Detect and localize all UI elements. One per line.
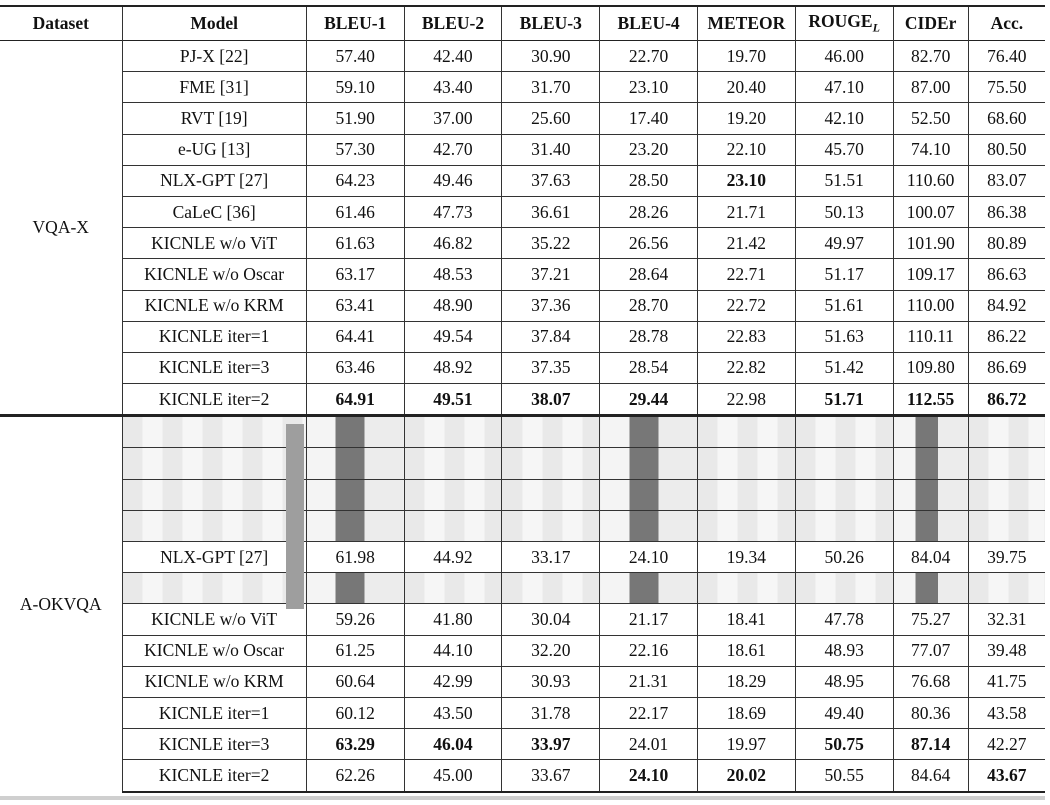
- value-cell: 39.75: [968, 542, 1045, 573]
- value-cell: 57.30: [306, 134, 404, 165]
- value-cell: 47.10: [795, 72, 893, 103]
- value-cell: 60.12: [306, 697, 404, 728]
- value-cell: 42.70: [404, 134, 502, 165]
- value-cell: 22.17: [600, 697, 698, 728]
- value-cell: 48.53: [404, 259, 502, 290]
- value-cell: 22.70: [600, 41, 698, 72]
- redacted-row: [0, 479, 1045, 510]
- value-cell: 61.63: [306, 228, 404, 259]
- redacted-cell: [893, 573, 968, 604]
- model-cell: KICNLE iter=2: [122, 384, 306, 416]
- value-cell: 28.54: [600, 352, 698, 383]
- redacted-cell: [893, 510, 968, 541]
- value-cell: 110.60: [893, 165, 968, 196]
- redacted-row: [0, 573, 1045, 604]
- header-bleu1: BLEU-1: [306, 6, 404, 41]
- table-row: [0, 165, 1045, 196]
- redacted-cell: [502, 479, 600, 510]
- table-row: [0, 290, 1045, 321]
- redacted-cell: [122, 510, 306, 541]
- model-cell: KICNLE iter=2: [122, 760, 306, 792]
- table-row: [0, 604, 1045, 635]
- table-row: [0, 321, 1045, 352]
- value-cell: 51.42: [795, 352, 893, 383]
- value-cell: 61.46: [306, 196, 404, 227]
- model-cell: KICNLE iter=1: [122, 697, 306, 728]
- value-cell: 35.22: [502, 228, 600, 259]
- value-cell: 21.42: [697, 228, 795, 259]
- model-cell: KICNLE w/o ViT: [122, 604, 306, 635]
- value-cell: 64.23: [306, 165, 404, 196]
- value-cell: 31.70: [502, 72, 600, 103]
- model-cell: KICNLE iter=3: [122, 729, 306, 760]
- table-row: [0, 72, 1045, 103]
- redacted-cell: [697, 510, 795, 541]
- value-cell: 19.70: [697, 41, 795, 72]
- redacted-row: [0, 448, 1045, 479]
- model-cell: CaLeC [36]: [122, 196, 306, 227]
- value-cell: 41.75: [968, 666, 1045, 697]
- table-row: [0, 196, 1045, 227]
- redacted-cell: [122, 416, 306, 448]
- redacted-cell: [968, 448, 1045, 479]
- header-bleu3: BLEU-3: [502, 6, 600, 41]
- value-cell: 48.95: [795, 666, 893, 697]
- value-cell: 25.60: [502, 103, 600, 134]
- value-cell: 51.71: [795, 384, 893, 416]
- header-meteor: METEOR: [697, 6, 795, 41]
- table-row: [0, 635, 1045, 666]
- value-cell: 44.92: [404, 542, 502, 573]
- value-cell: 80.50: [968, 134, 1045, 165]
- redacted-cell: [968, 510, 1045, 541]
- value-cell: 47.73: [404, 196, 502, 227]
- redacted-cell: [122, 448, 306, 479]
- vqax-group: [0, 41, 1045, 416]
- value-cell: 75.50: [968, 72, 1045, 103]
- header-bleu2: BLEU-2: [404, 6, 502, 41]
- value-cell: 109.17: [893, 259, 968, 290]
- value-cell: 86.69: [968, 352, 1045, 383]
- value-cell: 41.80: [404, 604, 502, 635]
- value-cell: 24.01: [600, 729, 698, 760]
- redacted-cell: [404, 510, 502, 541]
- value-cell: 43.58: [968, 697, 1045, 728]
- value-cell: 48.92: [404, 352, 502, 383]
- value-cell: 26.56: [600, 228, 698, 259]
- value-cell: 50.13: [795, 196, 893, 227]
- value-cell: 87.00: [893, 72, 968, 103]
- value-cell: 49.51: [404, 384, 502, 416]
- value-cell: 46.04: [404, 729, 502, 760]
- redaction-bar: [286, 424, 304, 609]
- redacted-cell: [795, 510, 893, 541]
- redacted-cell: [795, 416, 893, 448]
- value-cell: 22.10: [697, 134, 795, 165]
- value-cell: 17.40: [600, 103, 698, 134]
- header-cider: CIDEr: [893, 6, 968, 41]
- model-cell: FME [31]: [122, 72, 306, 103]
- value-cell: 63.41: [306, 290, 404, 321]
- redacted-cell: [600, 510, 698, 541]
- value-cell: 59.10: [306, 72, 404, 103]
- value-cell: 43.67: [968, 760, 1045, 792]
- redacted-cell: [306, 573, 404, 604]
- redacted-cell: [600, 479, 698, 510]
- value-cell: 28.50: [600, 165, 698, 196]
- redacted-cell: [893, 416, 968, 448]
- value-cell: 42.40: [404, 41, 502, 72]
- model-cell: KICNLE w/o Oscar: [122, 635, 306, 666]
- table-row: [0, 697, 1045, 728]
- header-bleu4: BLEU-4: [600, 6, 698, 41]
- value-cell: 43.50: [404, 697, 502, 728]
- redacted-row: [0, 510, 1045, 541]
- value-cell: 42.99: [404, 666, 502, 697]
- value-cell: 50.55: [795, 760, 893, 792]
- value-cell: 19.34: [697, 542, 795, 573]
- header-dataset: Dataset: [0, 6, 122, 41]
- value-cell: 86.72: [968, 384, 1045, 416]
- value-cell: 36.61: [502, 196, 600, 227]
- header-rouge-text: ROUGE: [808, 11, 873, 32]
- value-cell: 19.97: [697, 729, 795, 760]
- value-cell: 19.20: [697, 103, 795, 134]
- header-row: [0, 6, 1045, 41]
- table-row: [0, 384, 1045, 416]
- value-cell: 63.29: [306, 729, 404, 760]
- value-cell: 38.07: [502, 384, 600, 416]
- value-cell: 18.61: [697, 635, 795, 666]
- value-cell: 83.07: [968, 165, 1045, 196]
- model-cell: KICNLE w/o KRM: [122, 290, 306, 321]
- model-cell: KICNLE iter=1: [122, 321, 306, 352]
- redacted-cell: [600, 448, 698, 479]
- value-cell: 84.64: [893, 760, 968, 792]
- redacted-cell: [502, 416, 600, 448]
- redacted-cell: [122, 573, 306, 604]
- value-cell: 51.17: [795, 259, 893, 290]
- value-cell: 112.55: [893, 384, 968, 416]
- redacted-cell: [502, 573, 600, 604]
- value-cell: 64.41: [306, 321, 404, 352]
- table-row: [0, 259, 1045, 290]
- value-cell: 52.50: [893, 103, 968, 134]
- value-cell: 22.98: [697, 384, 795, 416]
- value-cell: 86.38: [968, 196, 1045, 227]
- redacted-cell: [795, 479, 893, 510]
- value-cell: 39.48: [968, 635, 1045, 666]
- value-cell: 49.46: [404, 165, 502, 196]
- header-model: Model: [122, 6, 306, 41]
- value-cell: 21.31: [600, 666, 698, 697]
- redacted-cell: [697, 448, 795, 479]
- value-cell: 80.89: [968, 228, 1045, 259]
- value-cell: 33.67: [502, 760, 600, 792]
- redacted-cell: [968, 573, 1045, 604]
- value-cell: 37.35: [502, 352, 600, 383]
- redacted-cell: [968, 479, 1045, 510]
- value-cell: 86.22: [968, 321, 1045, 352]
- value-cell: 86.63: [968, 259, 1045, 290]
- value-cell: 42.10: [795, 103, 893, 134]
- value-cell: 51.63: [795, 321, 893, 352]
- model-cell: KICNLE w/o Oscar: [122, 259, 306, 290]
- value-cell: 23.10: [600, 72, 698, 103]
- value-cell: 37.84: [502, 321, 600, 352]
- redacted-cell: [404, 448, 502, 479]
- value-cell: 44.10: [404, 635, 502, 666]
- redacted-cell: [306, 448, 404, 479]
- header-acc: Acc.: [990, 13, 1024, 33]
- redacted-cell: [306, 416, 404, 448]
- redacted-cell: [502, 448, 600, 479]
- redacted-cell: [968, 416, 1045, 448]
- table-row: [0, 228, 1045, 259]
- value-cell: 45.00: [404, 760, 502, 792]
- value-cell: 37.63: [502, 165, 600, 196]
- value-cell: 68.60: [968, 103, 1045, 134]
- value-cell: 37.00: [404, 103, 502, 134]
- model-cell: RVT [19]: [122, 103, 306, 134]
- value-cell: 80.36: [893, 697, 968, 728]
- aokvqa-group: [0, 416, 1045, 792]
- value-cell: 59.26: [306, 604, 404, 635]
- value-cell: 32.20: [502, 635, 600, 666]
- value-cell: 30.04: [502, 604, 600, 635]
- value-cell: 18.69: [697, 697, 795, 728]
- value-cell: 22.82: [697, 352, 795, 383]
- value-cell: 49.97: [795, 228, 893, 259]
- redacted-cell: [306, 510, 404, 541]
- redacted-cell: [893, 448, 968, 479]
- value-cell: 77.07: [893, 635, 968, 666]
- value-cell: 24.10: [600, 760, 698, 792]
- value-cell: 74.10: [893, 134, 968, 165]
- redacted-row: [0, 416, 1045, 448]
- redacted-cell: [502, 510, 600, 541]
- value-cell: 84.04: [893, 542, 968, 573]
- value-cell: 37.36: [502, 290, 600, 321]
- value-cell: 48.90: [404, 290, 502, 321]
- value-cell: 29.44: [600, 384, 698, 416]
- value-cell: 51.51: [795, 165, 893, 196]
- redacted-cell: [795, 448, 893, 479]
- value-cell: 61.98: [306, 542, 404, 573]
- value-cell: 24.10: [600, 542, 698, 573]
- table-row: [0, 542, 1045, 573]
- value-cell: 57.40: [306, 41, 404, 72]
- value-cell: 23.10: [697, 165, 795, 196]
- value-cell: 50.26: [795, 542, 893, 573]
- results-table: [0, 5, 1045, 793]
- value-cell: 32.31: [968, 604, 1045, 635]
- redacted-cell: [122, 479, 306, 510]
- value-cell: 48.93: [795, 635, 893, 666]
- dataset-cell: VQA-X: [0, 41, 122, 416]
- value-cell: 51.61: [795, 290, 893, 321]
- value-cell: 31.40: [502, 134, 600, 165]
- value-cell: 21.71: [697, 196, 795, 227]
- value-cell: 101.90: [893, 228, 968, 259]
- value-cell: 110.00: [893, 290, 968, 321]
- redacted-cell: [893, 479, 968, 510]
- value-cell: 33.97: [502, 729, 600, 760]
- value-cell: 49.54: [404, 321, 502, 352]
- value-cell: 22.71: [697, 259, 795, 290]
- value-cell: 100.07: [893, 196, 968, 227]
- redacted-cell: [404, 479, 502, 510]
- value-cell: 47.78: [795, 604, 893, 635]
- table-row: [0, 666, 1045, 697]
- value-cell: 61.25: [306, 635, 404, 666]
- value-cell: 37.21: [502, 259, 600, 290]
- value-cell: 76.68: [893, 666, 968, 697]
- bottom-rule: [0, 796, 1045, 800]
- value-cell: 46.82: [404, 228, 502, 259]
- value-cell: 60.64: [306, 666, 404, 697]
- dataset-cell: A-OKVQA: [0, 416, 122, 792]
- value-cell: 110.11: [893, 321, 968, 352]
- value-cell: 84.92: [968, 290, 1045, 321]
- value-cell: 87.14: [893, 729, 968, 760]
- value-cell: 49.40: [795, 697, 893, 728]
- redacted-cell: [697, 416, 795, 448]
- value-cell: 18.29: [697, 666, 795, 697]
- table-row: [0, 103, 1045, 134]
- value-cell: 63.17: [306, 259, 404, 290]
- value-cell: 30.90: [502, 41, 600, 72]
- model-cell: KICNLE w/o KRM: [122, 666, 306, 697]
- value-cell: 50.75: [795, 729, 893, 760]
- value-cell: 22.83: [697, 321, 795, 352]
- model-cell: PJ-X [22]: [122, 41, 306, 72]
- value-cell: 28.26: [600, 196, 698, 227]
- value-cell: 46.00: [795, 41, 893, 72]
- value-cell: 43.40: [404, 72, 502, 103]
- value-cell: 76.40: [968, 41, 1045, 72]
- redacted-cell: [404, 573, 502, 604]
- value-cell: 18.41: [697, 604, 795, 635]
- value-cell: 33.17: [502, 542, 600, 573]
- value-cell: 30.93: [502, 666, 600, 697]
- value-cell: 64.91: [306, 384, 404, 416]
- value-cell: 82.70: [893, 41, 968, 72]
- value-cell: 28.78: [600, 321, 698, 352]
- value-cell: 63.46: [306, 352, 404, 383]
- value-cell: 28.64: [600, 259, 698, 290]
- value-cell: 42.27: [968, 729, 1045, 760]
- table-row: [0, 352, 1045, 383]
- table-row: [0, 41, 1045, 72]
- value-cell: 23.20: [600, 134, 698, 165]
- redacted-cell: [600, 573, 698, 604]
- model-cell: KICNLE w/o ViT: [122, 228, 306, 259]
- value-cell: 75.27: [893, 604, 968, 635]
- value-cell: 28.70: [600, 290, 698, 321]
- value-cell: 22.72: [697, 290, 795, 321]
- header-rouge-sub: L: [872, 20, 880, 35]
- redacted-cell: [306, 479, 404, 510]
- redacted-cell: [697, 479, 795, 510]
- redacted-cell: [795, 573, 893, 604]
- model-cell: NLX-GPT [27]: [122, 542, 306, 573]
- value-cell: 20.02: [697, 760, 795, 792]
- redacted-cell: [697, 573, 795, 604]
- model-cell: KICNLE iter=3: [122, 352, 306, 383]
- value-cell: 21.17: [600, 604, 698, 635]
- value-cell: 45.70: [795, 134, 893, 165]
- model-cell: e-UG [13]: [122, 134, 306, 165]
- value-cell: 62.26: [306, 760, 404, 792]
- redacted-cell: [404, 416, 502, 448]
- table-row: [0, 729, 1045, 760]
- value-cell: 31.78: [502, 697, 600, 728]
- table-row: [0, 760, 1045, 792]
- redacted-cell: [600, 416, 698, 448]
- value-cell: 20.40: [697, 72, 795, 103]
- table-row: [0, 134, 1045, 165]
- header-rouge: [795, 6, 893, 41]
- value-cell: 22.16: [600, 635, 698, 666]
- model-cell: NLX-GPT [27]: [122, 165, 306, 196]
- value-cell: 51.90: [306, 103, 404, 134]
- value-cell: 109.80: [893, 352, 968, 383]
